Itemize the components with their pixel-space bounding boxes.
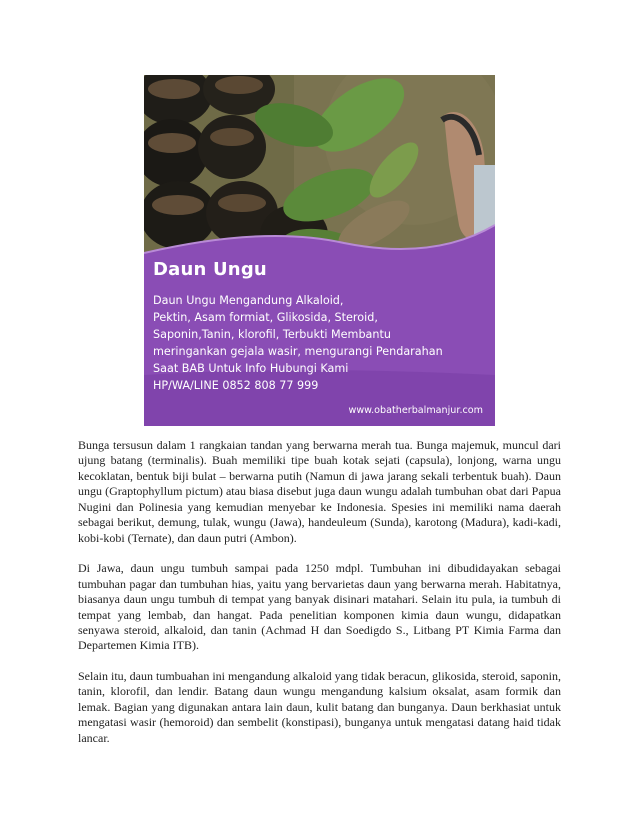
- paragraph: Selain itu, daun tumbuahan ini mengandung alkaloid yang tidak beracun, glikosida, steroid, saponin, tanin, klorofil, dan lendir. Batang daun wungu mengandung kalsium oksalat, asam formik dan lemak. Bagian yang digunakan antara lain daun, kulit batang dan bunganya. Daun berkhasiat untuk mengatasi wasir (hemoroid) dan sembelit (konstipasi), bunganya untuk mengatasi datang haid tidak lancar.: [78, 668, 561, 745]
- banner-line: Saponin,Tanin, klorofil, Terbukti Membantu: [153, 327, 391, 341]
- website-url: www.obatherbalmanjur.com: [348, 405, 483, 416]
- article-body: [78, 438, 561, 761]
- banner-line: Pektin, Asam formiat, Glikosida, Steroid,: [153, 310, 378, 324]
- banner-line: Saat BAB Untuk Info Hubungi Kami: [153, 361, 349, 375]
- banner-body: [153, 293, 483, 394]
- paragraph: Di Jawa, daun ungu tumbuh sampai pada 1250 mdpl. Tumbuhan ini dibudidayakan sebagai tumbuhan pagar dan tumbuhan hias, yaitu yang bervarietas daun yang berwarna merah. Habitatnya, biasanya daun ungu tumbuh di tempat yang banyak disinari matahari. Selain itu pula, ia tumbuh di tempat yang lembab, dan hangat. Pada penelitian komponen kimia daun wungu, didapatkan senyawa steroid, alkaloid, dan tanin (Achmad H dan Soedigdo S., Litbang PT Kimia Farma dan Departemen Kimia ITB).: [78, 561, 561, 653]
- banner-line: meringankan gejala wasir, mengurangi Pendarahan: [153, 344, 443, 358]
- product-image: [144, 75, 495, 426]
- banner-line: HP/WA/LINE 0852 808 77 999: [153, 378, 319, 392]
- banner-line: Daun Ungu Mengandung Alkaloid,: [153, 294, 344, 307]
- banner-title: Daun Ungu: [153, 259, 267, 280]
- paragraph: Bunga tersusun dalam 1 rangkaian tandan yang berwarna merah tua. Bunga majemuk, muncul dari ujung batang (terminalis). Buah memiliki tipe buah kotak sejati (capsula), lonjong, warna ungu kecoklatan, bentuk biji bulat – berwarna putih (Namun di jawa jarang sekali terbentuk buah). Daun ungu (Graptophyllum pictum) atau biasa disebut juga daun wungu adalah tumbuhan obat dari Papua Nugini dan Polinesia yang kemudian menyebar ke Indonesia. Spesies ini memiliki nama daerah sebagai berikut, demung, tulak, wungu (Jawa), handeuleum (Sunda), karotong (Madura), kadi-kadi, kobi-kobi (Ternate), dan daun putri (Ambon).: [78, 438, 561, 545]
